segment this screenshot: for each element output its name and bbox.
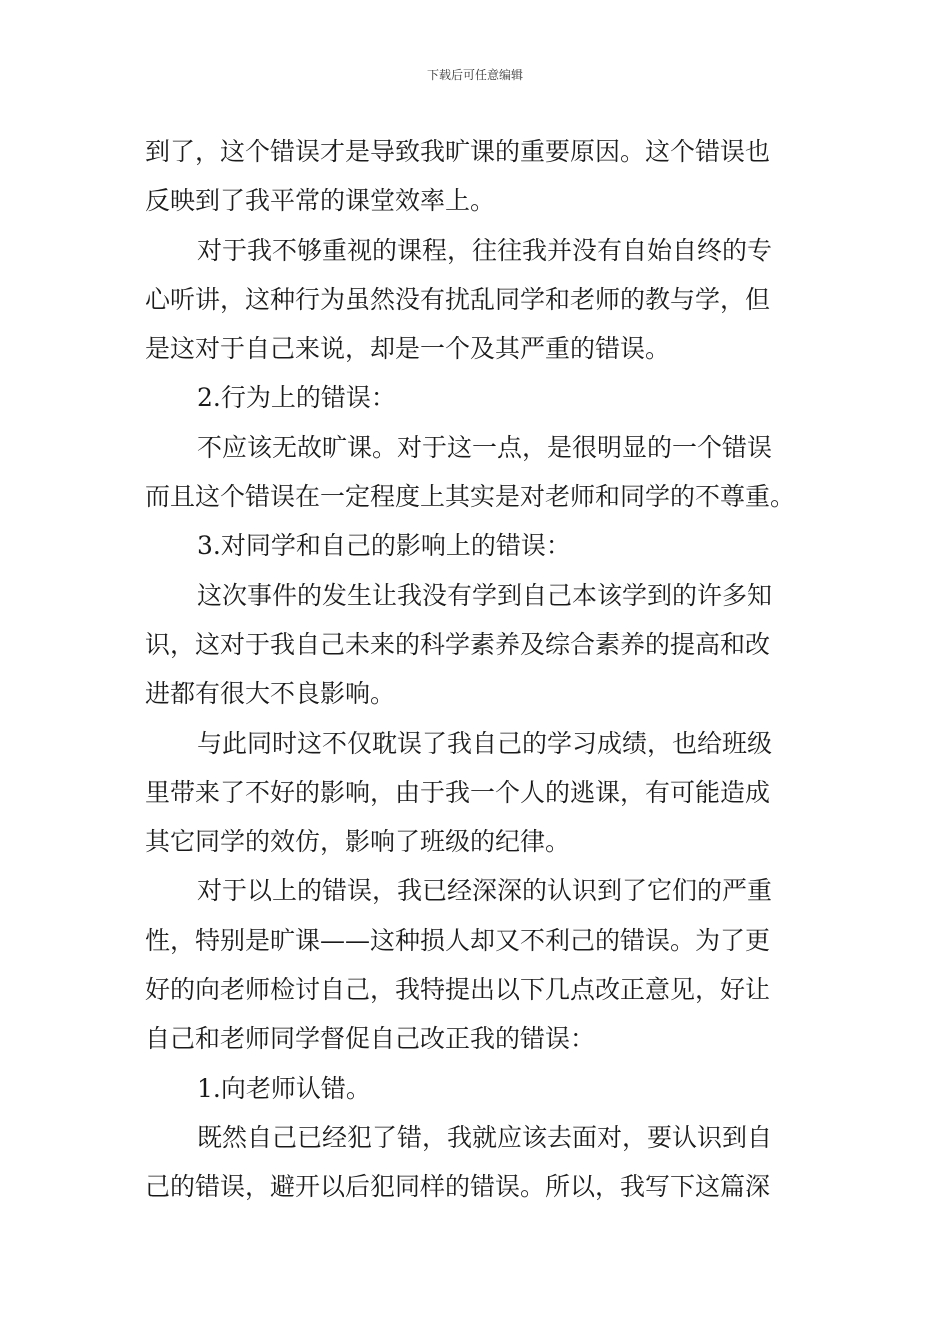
text-line: 2.行为上的错误：	[197, 383, 396, 413]
text-line: 己的错误，避开以后犯同样的错误。所以，我写下这篇深	[145, 1172, 771, 1202]
text-line: 1.向老师认错。	[197, 1073, 371, 1103]
text-line: 而且这个错误在一定程度上其实是对老师和同学的不尊重。	[145, 482, 796, 512]
text-line: 心听讲，这种行为虽然没有扰乱同学和老师的教与学，但	[145, 284, 771, 314]
text-line: 既然自己已经犯了错，我就应该去面对，要认识到自	[197, 1122, 773, 1152]
text-line: 自己和老师同学督促自己改正我的错误：	[145, 1024, 596, 1054]
text-line: 到了，这个错误才是导致我旷课的重要原因。这个错误也	[145, 137, 771, 166]
text-line: 对于我不够重视的课程，往往我并没有自始自终的专	[197, 235, 773, 265]
text-line: 3.对同学和自己的影响上的错误：	[197, 531, 571, 561]
text-line: 对于以上的错误，我已经深深的认识到了它们的严重	[197, 876, 773, 906]
text-line: 与此同时这不仅耽误了我自己的学习成绩，也给班级	[197, 728, 773, 758]
text-line: 识，这对于我自己未来的科学素养及综合素养的提高和改	[145, 629, 771, 659]
text-line: 这次事件的发生让我没有学到自己本该学到的许多知	[197, 580, 773, 610]
text-line: 反映到了我平常的课堂效率上。	[145, 186, 496, 216]
page-header: 下载后可任意编辑	[426, 68, 523, 82]
text-line: 进都有很大不良影响。	[145, 679, 396, 709]
document-body	[145, 127, 807, 1212]
text-line: 其它同学的效仿，影响了班级的纪律。	[145, 827, 571, 857]
text-line: 好的向老师检讨自己，我特提出以下几点改正意见，好让	[145, 975, 771, 1005]
text-line: 里带来了不好的影响，由于我一个人的逃课，有可能造成	[145, 777, 771, 807]
text-line: 是这对于自己来说，却是一个及其严重的错误。	[145, 334, 671, 364]
text-line: 不应该无故旷课。对于这一点，是很明显的一个错误	[197, 432, 773, 462]
text-line: 性，特别是旷课——这种损人却又不利己的错误。为了更	[145, 925, 771, 955]
